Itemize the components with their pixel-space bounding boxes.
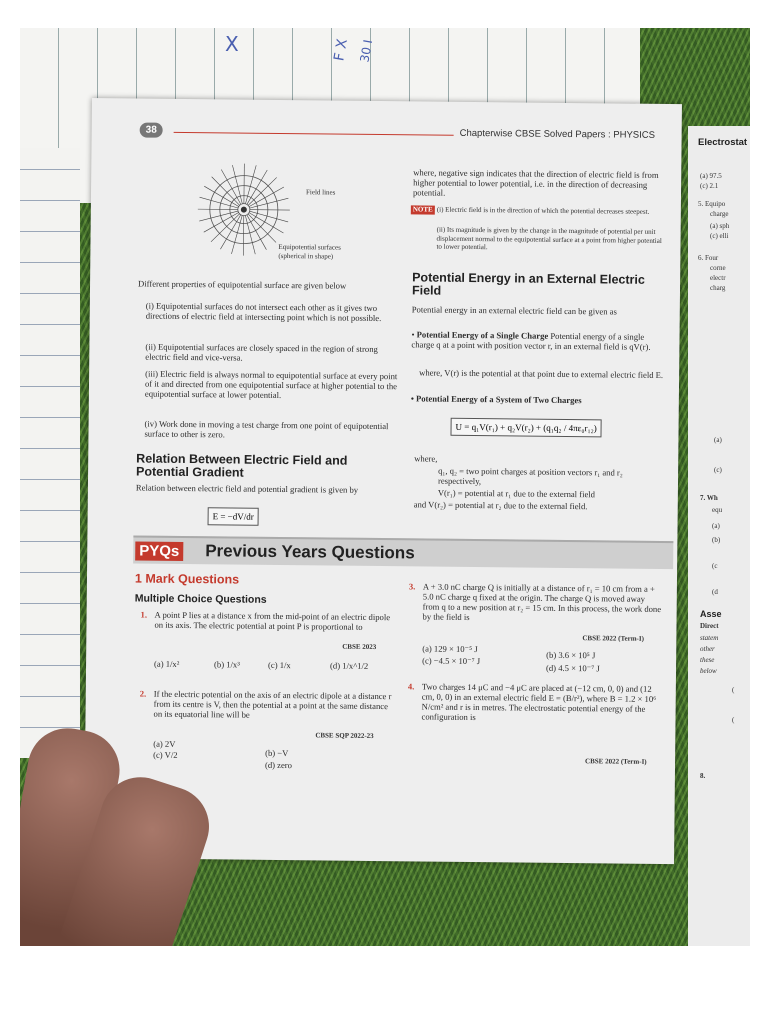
photo-background: [20, 28, 750, 946]
where-label: where,: [414, 453, 438, 464]
option: (d) 4.5 × 10⁻⁷ J: [546, 662, 600, 674]
relation-heading: Relation Between Electric Field and Potential Gradient: [136, 451, 348, 480]
page-number: 38: [140, 123, 163, 138]
next-page-line: (c: [712, 562, 718, 570]
next-page-edge: [688, 126, 750, 946]
q-number: 2.: [139, 688, 147, 699]
header-rule: [174, 132, 454, 136]
surfaces-label: Equipotential surfaces (spherical in shape): [278, 242, 341, 261]
properties-intro: Different properties of equipotential surface are given below: [138, 278, 347, 291]
option: (a) 2V: [153, 738, 176, 749]
next-page-line: (a) 97.5: [700, 172, 722, 180]
next-page-line: (b): [712, 536, 721, 544]
next-page-line: Direct: [700, 622, 719, 630]
handwritten-mark: X: [225, 32, 239, 56]
field-lines-label: Field lines: [305, 188, 336, 197]
option: (b) 3.6 × 10⁵ J: [546, 649, 596, 661]
question-source: CBSE 2022 (Term-I): [585, 757, 647, 766]
next-page-line: (: [732, 686, 735, 694]
next-page-line: (c): [714, 466, 722, 474]
pe-formula: U = q₁V(r₁) + q₂V(r₂) + (q₁q₂ / 4πε₀r₁₂): [450, 418, 601, 438]
next-page-line: (a): [714, 436, 722, 444]
next-page-line: (a): [712, 522, 720, 530]
next-page-line: (a) sph: [710, 222, 730, 230]
question-text: If the electric potential on the axis of an electric dipole at a distance r from its centre is V, then the potential at a point at the same distance on its equatorial line will be: [153, 688, 392, 720]
handwritten-mark: F X: [331, 37, 351, 63]
where-line: V(r₁) = potential at r₁ due to the external field: [437, 487, 596, 500]
relation-text: Relation between electric field and potential gradient is given by: [135, 482, 359, 495]
next-page-line: charge: [710, 210, 729, 218]
question-source: CBSE 2023: [342, 642, 377, 652]
sign-text: where, negative sign indicates that the direction of electric field is from higher potential to lower potential, i.e. in the direction of decreasing potential.: [412, 167, 659, 198]
property-item: (ii) Equipotential surfaces are closely spaced in the region of strong electric field and vice-versa.: [145, 341, 378, 363]
pyq-banner: [133, 535, 673, 569]
option: (b) −V: [265, 747, 289, 759]
next-page-title: Electrostat: [698, 137, 748, 148]
pyq-tag: PYQs: [135, 541, 183, 561]
next-page-line: 6. Four: [698, 254, 719, 262]
bullet-title: Potential Energy of a System of Two Charges: [415, 393, 582, 406]
q-number: 4.: [407, 681, 415, 692]
option: (b) 1/x³: [214, 659, 240, 670]
question-source: CBSE SQP 2022-23: [315, 731, 374, 740]
next-page-line: charg: [710, 284, 726, 292]
question-text: Two charges 14 μC and −4 μC are placed at (−12 cm, 0, 0) and (12 cm, 0, 0) in an external electric field E = (B/r²), where B = 1.2 × 10⁶ N/cm² and r is in metres. The electrostatic potential energy of the configuration is: [421, 681, 657, 723]
where-line: q₁, q₂ = two point charges at position vectors r₁ and r₂ respectively,: [437, 465, 623, 487]
next-page-line: these: [700, 656, 715, 664]
next-page-line: electr: [710, 274, 726, 282]
option: (c) 1/x: [268, 659, 291, 671]
q-number: 1.: [140, 609, 148, 620]
where-line: and V(r₂) = potential at r₂ due to the external field.: [413, 499, 588, 512]
option: (a) 1/x²: [154, 658, 180, 669]
option: (d) zero: [264, 759, 293, 771]
pyq-title: Previous Years Questions: [205, 541, 415, 563]
next-page-line: 8.: [700, 772, 706, 780]
option: (d) 1/x^1/2: [330, 660, 369, 671]
next-page-line: below: [700, 667, 717, 675]
q-number: 3.: [408, 581, 416, 592]
next-page-line: (c) 2.1: [700, 182, 719, 190]
property-item: (iv) Work done in moving a test charge from one point of equipotential surface to other is zero.: [144, 418, 389, 440]
next-page-line: equ: [712, 506, 723, 514]
pe-intro: Potential energy in an external electric field can be given as: [411, 304, 617, 317]
next-page-line: (c) elli: [710, 232, 729, 240]
next-page-line: Asse: [700, 609, 722, 619]
pe-heading: Potential Energy in an External Electric Field: [411, 270, 645, 298]
bullet-two-charges: • Potential Energy of a System of Two Charges: [410, 393, 582, 406]
question-source: CBSE 2022 (Term-I): [582, 634, 644, 643]
mcq-heading: Multiple Choice Questions: [134, 592, 267, 606]
next-page-line: corne: [710, 264, 726, 272]
field-formula: E = −dV/dr: [208, 507, 259, 526]
option: (c) −4.5 × 10⁻⁷ J: [422, 655, 481, 667]
bullet-text: Potential energy of a single charge q at a point with position vector r, in an external field is qV(r).: [411, 330, 651, 352]
option: (a) 129 × 10⁻⁵ J: [422, 643, 478, 655]
bullet-title: Potential Energy of a Single Charge: [416, 329, 549, 341]
property-item: (i) Equipotential surfaces do not intersect each other as it gives two directions of electric field at intersecting point which is not possible.: [145, 300, 382, 324]
note-label: NOTE: [411, 205, 435, 214]
bullet-single-charge: • Potential Energy of a Single Charge Potential energy of a single charge q at a point with position vector r, in an external field is qV(r).: [411, 329, 651, 352]
next-page-line: 7. Wh: [700, 494, 718, 502]
running-title: Chapterwise CBSE Solved Papers : PHYSICS: [459, 127, 656, 141]
book-page: [84, 98, 682, 864]
note-item: (ii) Its magnitude is given by the change in the magnitude of potential per unit displacement normal to the equipotential surface at a point from higher potential to lower potential.: [436, 225, 662, 252]
bullet-where: where, V(r) is the potential at that point due to external electric field E.: [419, 367, 664, 380]
next-page-line: other: [700, 645, 715, 653]
question-text: A + 3.0 nC charge Q is initially at a distance of r₁ = 10 cm from a + 5.0 nC charge q fixed at the origin. The charge Q is moved away from q to a new position at r₂ = 15 cm. In this process, the work done by the field is: [422, 581, 662, 622]
option: (c) V/2: [153, 749, 178, 760]
next-page-line: (: [732, 716, 735, 724]
note-item: (i) Electric field is in the direction of which the potential decreases steepest.: [436, 205, 650, 216]
next-page-line: 5. Equipo: [698, 200, 726, 208]
next-page-line: (d: [712, 588, 718, 596]
next-page-line: statem: [700, 634, 719, 642]
handwritten-mark: 30 I: [357, 38, 376, 64]
mark-heading: 1 Mark Questions: [134, 571, 240, 587]
notebook-left-edge: [20, 148, 80, 758]
question-text: A point P lies at a distance x from the mid-point of an electric dipole on its axis. The electric potential at point P is proportional to: [154, 609, 391, 632]
property-item: (iii) Electric field is always normal to equipotential surface at every point of it and directed from one equipotential surface at higher potential to the equipotential surface at lower potential.: [144, 368, 398, 400]
